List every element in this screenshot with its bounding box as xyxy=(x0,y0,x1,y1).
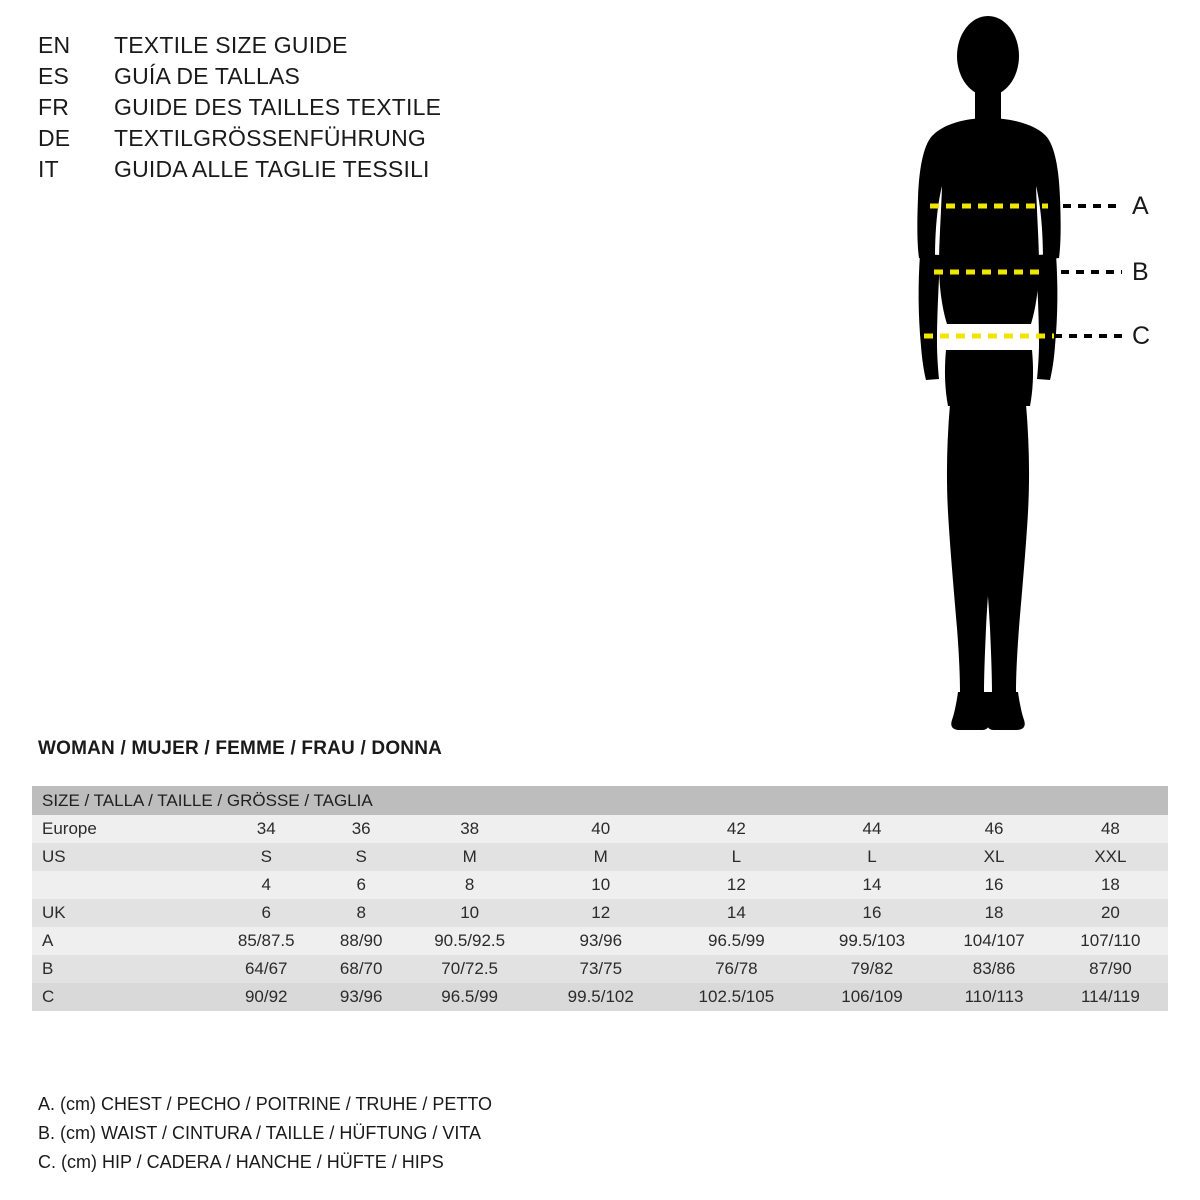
row-label-a: A xyxy=(42,931,54,950)
row-label-us: US xyxy=(42,847,66,866)
table-row xyxy=(32,899,1168,927)
cell: 18 xyxy=(1100,875,1120,894)
table-row xyxy=(32,983,1168,1011)
cell: 85/87.5 xyxy=(237,931,295,950)
row-label-c: C xyxy=(42,987,55,1006)
section-label-woman: WOMAN / MUJER / FEMME / FRAU / DONNA xyxy=(38,738,443,759)
cell: 34 xyxy=(256,819,276,838)
row-label-europe: Europe xyxy=(42,819,97,838)
footnotes xyxy=(38,1090,492,1177)
title-row xyxy=(38,30,598,61)
title-lang-de: DE xyxy=(38,125,71,151)
cell: XL xyxy=(983,847,1005,866)
title-lang-en: EN xyxy=(38,32,71,58)
cell: 40 xyxy=(591,819,611,838)
footnote-b: B. (cm) WAIST / CINTURA / TAILLE / HÜFTUNG / VITA xyxy=(38,1123,482,1143)
cell: 73/75 xyxy=(579,959,623,978)
cell: 104/107 xyxy=(963,931,1025,950)
cell: 10 xyxy=(460,903,480,922)
table-row xyxy=(32,927,1168,955)
title-text-it: GUIDA ALLE TAGLIE TESSILI xyxy=(114,156,430,182)
cell: 102.5/105 xyxy=(698,987,775,1006)
figure-label-c: C xyxy=(1132,322,1151,350)
cell: 38 xyxy=(460,819,480,838)
cell: 96.5/99 xyxy=(708,931,765,950)
title-lang-fr: FR xyxy=(38,94,70,120)
figure-label-b: B xyxy=(1132,258,1149,286)
cell: S xyxy=(260,847,272,866)
cell: 6 xyxy=(356,875,366,894)
cell: 114/119 xyxy=(1080,987,1140,1006)
cell: 88/90 xyxy=(339,931,383,950)
table-header-label: SIZE / TALLA / TAILLE / GRÖSSE / TAGLIA xyxy=(32,786,1168,815)
title-lang-it: IT xyxy=(38,156,59,182)
cell: 44 xyxy=(862,819,882,838)
cell: 83/86 xyxy=(972,959,1016,978)
figure-label-a: A xyxy=(1132,192,1149,220)
size-table xyxy=(32,786,1168,1011)
title-text-es: GUÍA DE TALLAS xyxy=(114,63,301,89)
cell: 20 xyxy=(1100,903,1120,922)
cell: 4 xyxy=(261,875,271,894)
row-label-uk: UK xyxy=(42,903,66,922)
table-row xyxy=(32,843,1168,871)
cell: 14 xyxy=(862,875,882,894)
body-measurement-figure xyxy=(860,14,1190,744)
cell: 64/67 xyxy=(244,959,288,978)
footnote-a: A. (cm) CHEST / PECHO / POITRINE / TRUHE / PETTO xyxy=(38,1094,493,1114)
cell: L xyxy=(867,847,877,866)
title-text-de: TEXTILGRÖSSENFÜHRUNG xyxy=(114,125,426,151)
cell: 12 xyxy=(591,903,611,922)
cell: 18 xyxy=(984,903,1004,922)
cell: S xyxy=(355,847,367,866)
cell: 10 xyxy=(591,875,611,894)
cell: 16 xyxy=(984,875,1004,894)
table-row xyxy=(32,871,1168,899)
female-silhouette-icon xyxy=(860,14,1190,744)
cell: 14 xyxy=(726,903,746,922)
title-block xyxy=(38,30,598,185)
cell: 12 xyxy=(726,875,746,894)
cell: 70/72.5 xyxy=(441,959,499,978)
title-row xyxy=(38,154,598,185)
row-label-b: B xyxy=(42,959,54,978)
cell: 93/96 xyxy=(579,931,623,950)
cell: 96.5/99 xyxy=(441,987,499,1006)
table-row xyxy=(32,955,1168,983)
cell: 36 xyxy=(351,819,371,838)
cell: 107/110 xyxy=(1080,931,1141,950)
cell: XXL xyxy=(1094,847,1127,866)
cell: M xyxy=(593,847,608,866)
cell: M xyxy=(462,847,477,866)
title-text-en: TEXTILE SIZE GUIDE xyxy=(114,32,348,58)
cell: 87/90 xyxy=(1089,959,1132,978)
cell: 42 xyxy=(726,819,746,838)
title-row xyxy=(38,123,598,154)
table-row xyxy=(32,815,1168,843)
cell: 6 xyxy=(261,903,271,922)
cell: 106/109 xyxy=(841,987,903,1006)
cell: 90/92 xyxy=(244,987,288,1006)
cell: 93/96 xyxy=(339,987,383,1006)
title-row xyxy=(38,61,598,92)
table-header-row xyxy=(32,786,1168,815)
cell: 8 xyxy=(464,875,475,894)
cell: 8 xyxy=(356,903,366,922)
cell: 68/70 xyxy=(339,959,383,978)
cell: 46 xyxy=(984,819,1004,838)
row-label-us-numeric xyxy=(32,871,212,899)
silhouette-shape xyxy=(917,16,1060,730)
cell: 110/113 xyxy=(964,987,1024,1006)
cell: 76/78 xyxy=(715,959,758,978)
title-lang-es: ES xyxy=(38,63,70,89)
title-row xyxy=(38,92,598,123)
cell: 90.5/92.5 xyxy=(434,931,506,950)
cell: 99.5/102 xyxy=(567,987,634,1006)
cell: 16 xyxy=(862,903,882,922)
cell: 99.5/103 xyxy=(838,931,906,950)
cell: L xyxy=(731,847,742,866)
cell: 79/82 xyxy=(850,959,894,978)
footnote-c: C. (cm) HIP / CADERA / HANCHE / HÜFTE / HIPS xyxy=(38,1152,444,1172)
cell: 48 xyxy=(1100,819,1120,838)
title-text-fr: GUIDE DES TAILLES TEXTILE xyxy=(114,94,442,120)
